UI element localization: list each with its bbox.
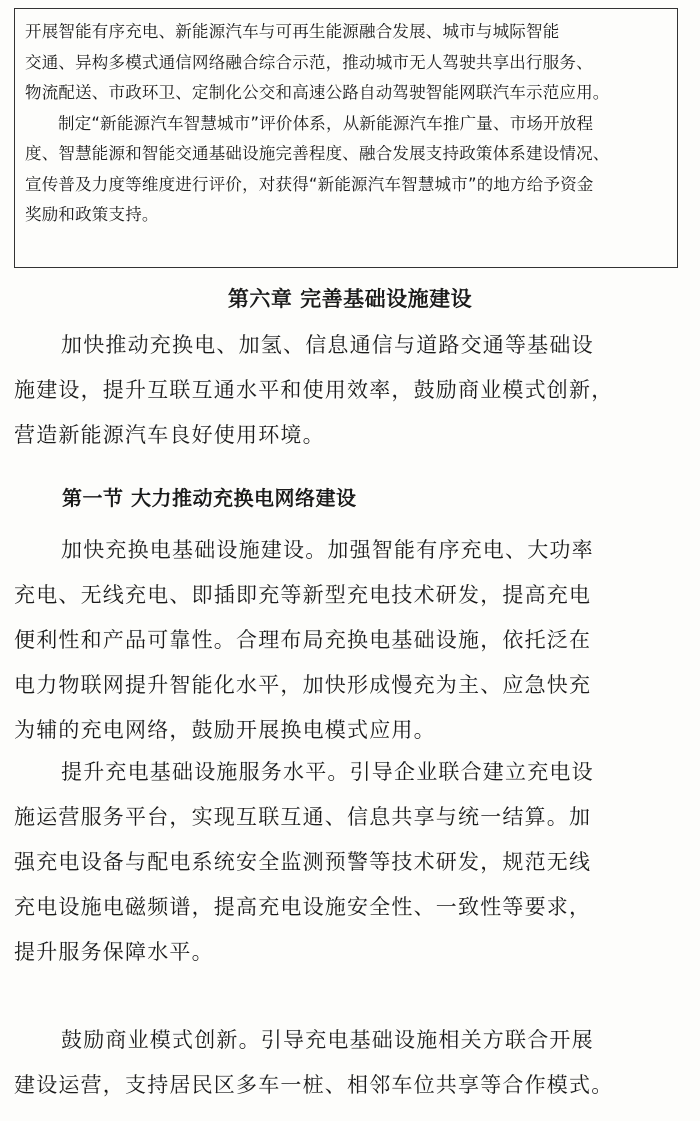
paragraph-charging-construction <box>14 528 694 753</box>
paragraph-line: 加快充换电基础设施建设。加强智能有序充电、大功率 <box>61 538 594 562</box>
paragraph-line: 便利性和产品可靠性。合理布局充换电基础设施，依托泛在 <box>14 628 592 652</box>
boxed-line: 开展智能有序充电、新能源汽车与可再生能源融合发展、城市与城际智能 <box>25 22 560 41</box>
paragraph-line: 加快推动充换电、加氢、信息通信与道路交通等基础设 <box>61 333 594 357</box>
paragraph-line: 充电、无线充电、即插即充等新型充电技术研发，提高充电 <box>14 583 592 607</box>
paragraph-line: 强充电设备与配电系统安全监测预警等技术研发，规范无线 <box>14 850 592 874</box>
paragraph-line: 提升充电基础设施服务水平。引导企业联合建立充电设 <box>61 760 594 784</box>
paragraph-line: 施运营服务平台，实现互联互通、信息共享与统一结算。加 <box>14 805 592 829</box>
boxed-line: 宣传普及力度等维度进行评价，对获得“新能源汽车智慧城市”的地方给予资金 <box>25 174 594 194</box>
boxed-line: 度、智慧能源和智能交通基础设施完善程度、融合发展支持政策体系建设情况、 <box>25 144 610 163</box>
intro-paragraph <box>14 323 694 458</box>
paragraph-line: 施建设，提升互联互通水平和使用效率，鼓励商业模式创新， <box>14 378 614 402</box>
chapter-title: 第六章 完善基础设施建设 <box>227 287 473 311</box>
paragraph-line: 鼓励商业模式创新。引导充电基础设施相关方联合开展 <box>61 1028 594 1052</box>
boxed-line: 物流配送、市政环卫、定制化公交和高速公路自动驾驶智能网联汽车示范应用。 <box>25 83 610 102</box>
boxed-excerpt <box>14 8 678 268</box>
boxed-line: 交通、异构多模式通信网络融合综合示范，推动城市无人驾驶共享出行服务、 <box>25 52 593 72</box>
paragraph-line: 充电设施电磁频谱，提高充电设施安全性、一致性等要求， <box>14 895 592 919</box>
paragraph-line: 电力物联网提升智能化水平，加快形成慢充为主、应急快充 <box>14 673 592 697</box>
boxed-line: 奖励和政策支持。 <box>25 205 159 224</box>
paragraph-line: 为辅的充电网络，鼓励开展换电模式应用。 <box>14 718 436 742</box>
paragraph-service-level <box>14 750 694 975</box>
paragraph-line: 建设运营，支持居民区多车一桩、相邻车位共享等合作模式。 <box>14 1073 614 1097</box>
boxed-line: 制定“新能源汽车智慧城市”评价体系，从新能源汽车推广量、市场开放程 <box>58 113 594 133</box>
paragraph-line: 营造新能源汽车良好使用环境。 <box>14 423 325 447</box>
paragraph-line: 提升服务保障水平。 <box>14 940 214 964</box>
paragraph-business-model <box>14 1018 694 1108</box>
section-title: 第一节 大力推动充换电网络建设 <box>62 486 357 510</box>
